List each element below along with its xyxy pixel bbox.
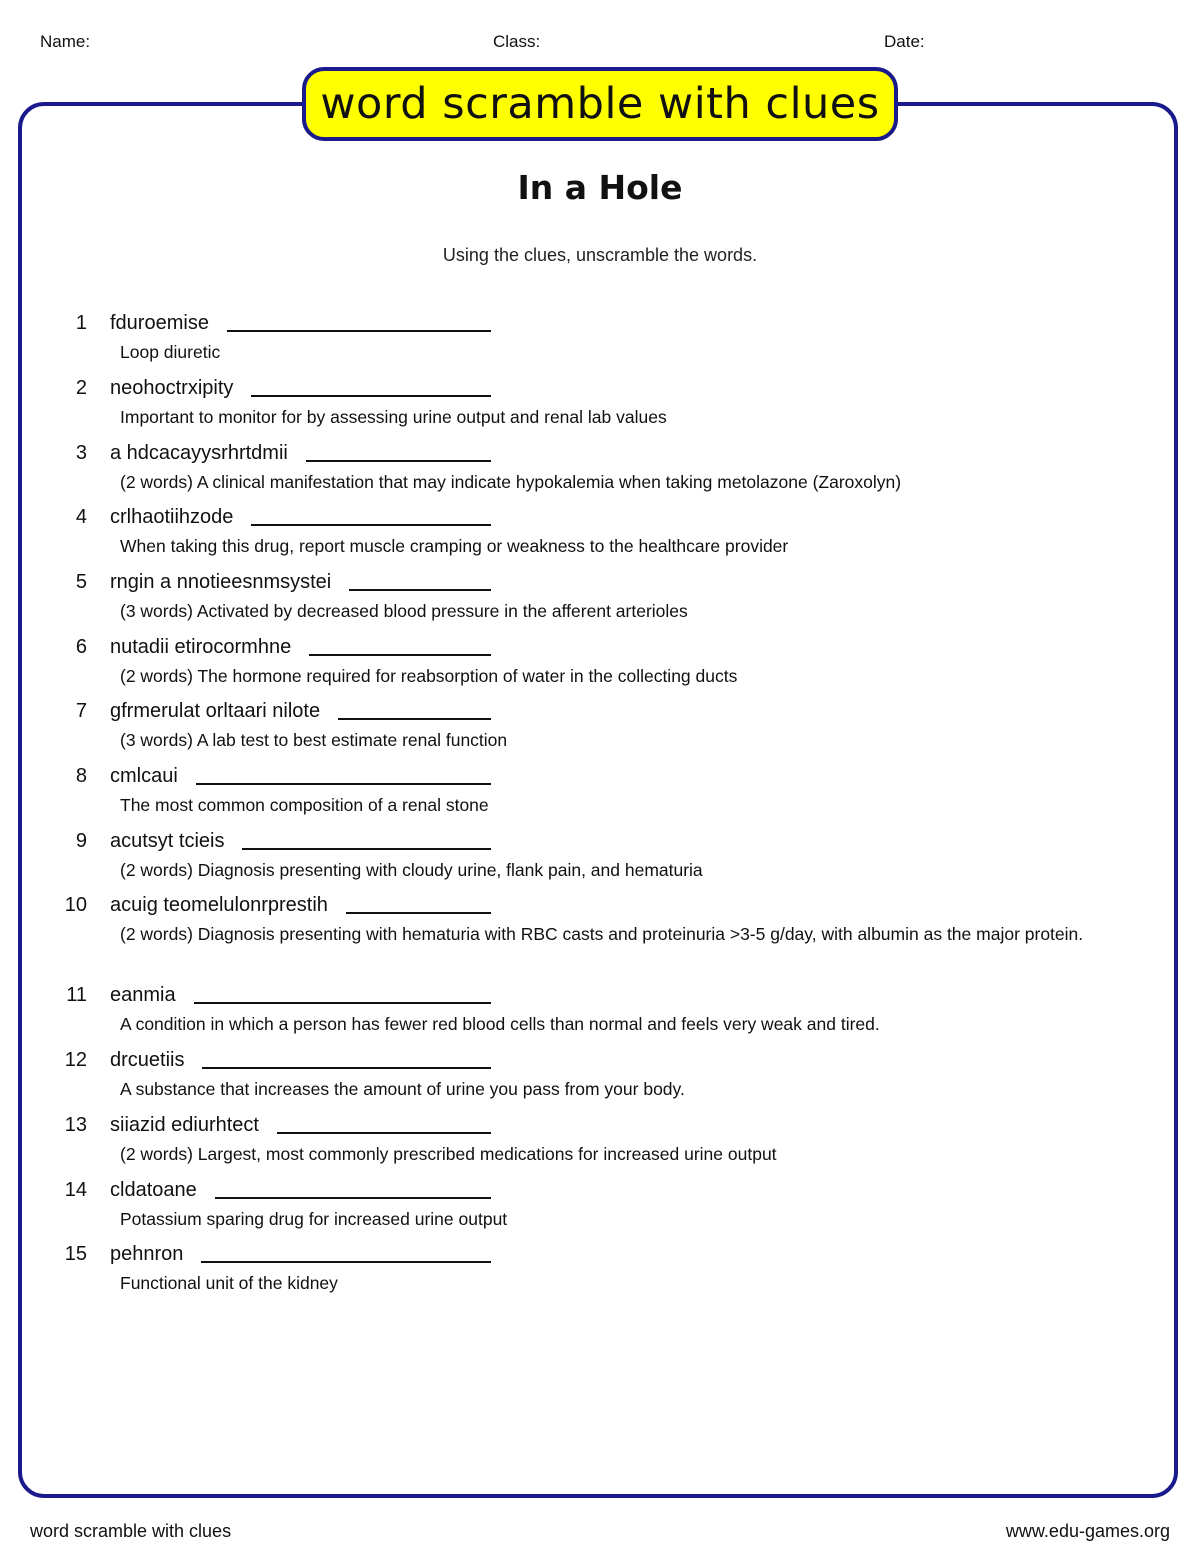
page-title: In a Hole (517, 168, 683, 207)
answer-row (110, 1178, 491, 1202)
footer-title: word scramble with clues (30, 1521, 232, 1541)
answer-blank[interactable] (196, 783, 491, 785)
clue-text: (2 words) Diagnosis presenting with cloudy urine, flank pain, and hematuria (120, 860, 703, 880)
scrambled-word: acutsyt tcieis (110, 830, 225, 852)
item-number: 3 (75, 442, 87, 464)
answer-blank[interactable] (349, 589, 491, 591)
clue-text: Loop diuretic (120, 342, 221, 362)
instructions: Using the clues, unscramble the words. (442, 245, 758, 265)
item-number: 4 (75, 506, 87, 528)
item-number: 14 (64, 1179, 87, 1201)
scrambled-word: acuig teomelulonrprestih (110, 894, 328, 916)
scrambled-word: a hdcacayysrhrtdmii (110, 442, 288, 464)
scrambled-word: rngin a nnotieesnmsystei (110, 571, 332, 593)
item-number: 9 (75, 830, 87, 852)
item-number: 1 (75, 312, 87, 334)
answer-blank[interactable] (306, 460, 491, 462)
scrambled-word: cldatoane (110, 1179, 197, 1201)
item-number: 6 (75, 636, 87, 658)
answer-blank[interactable] (227, 330, 491, 332)
item-number: 11 (66, 984, 87, 1006)
clue-text: A substance that increases the amount of urine you pass from your body. (120, 1079, 685, 1099)
clue-text: (2 words) The hormone required for reabsorption of water in the collecting ducts (120, 666, 738, 686)
item-number: 2 (75, 377, 87, 399)
answer-blank[interactable] (277, 1132, 491, 1134)
clue-text: (3 words) A lab test to best estimate renal function (120, 730, 508, 750)
class-label: Class: (493, 32, 541, 51)
item-number: 13 (64, 1114, 87, 1136)
clue-text: (2 words) A clinical manifestation that may indicate hypokalemia when taking metolazone (Zaroxolyn) (120, 472, 902, 492)
answer-blank[interactable] (251, 395, 491, 397)
item-number: 5 (75, 571, 87, 593)
clue-text: When taking this drug, report muscle cramping or weakness to the healthcare provider (120, 536, 789, 556)
clue-text: A condition in which a person has fewer red blood cells than normal and feels very weak and tired. (120, 1014, 880, 1034)
answer-blank[interactable] (251, 524, 491, 526)
scrambled-word: neohoctrxipity (110, 377, 234, 399)
answer-row (110, 699, 491, 723)
clue-text: The most common composition of a renal stone (120, 795, 489, 815)
date-label: Date: (884, 32, 925, 51)
clue-text: (3 words) Activated by decreased blood pressure in the afferent arterioles (120, 601, 688, 621)
item-number: 8 (75, 765, 87, 787)
answer-blank[interactable] (346, 912, 491, 914)
clue-text: (2 words) Diagnosis presenting with hematuria with RBC casts and proteinuria >3-5 g/day, with albumin as the major protein. (120, 924, 1084, 944)
answer-row (110, 376, 491, 400)
item-number: 10 (64, 894, 87, 916)
item-number: 12 (64, 1049, 87, 1071)
scrambled-word: fduroemise (110, 312, 209, 334)
item-number: 7 (75, 700, 87, 722)
clue-text: Functional unit of the kidney (120, 1273, 338, 1293)
answer-row (110, 1113, 491, 1137)
answer-row (110, 893, 491, 917)
item-number: 15 (64, 1243, 87, 1265)
answer-blank[interactable] (338, 718, 491, 720)
scrambled-word: eanmia (110, 984, 176, 1006)
scrambled-word: drcuetiis (110, 1049, 185, 1071)
answer-row (110, 764, 491, 788)
answer-row (110, 983, 491, 1007)
answer-blank[interactable] (202, 1067, 491, 1069)
scrambled-word: nutadii etirocormhne (110, 636, 292, 658)
answer-blank[interactable] (215, 1197, 491, 1199)
worksheet-banner: word scramble with clues (302, 67, 898, 141)
footer-website: www.edu-games.org (1005, 1521, 1170, 1541)
clue-text: Important to monitor for by assessing urine output and renal lab values (120, 407, 667, 427)
answer-row (110, 635, 491, 659)
clue-text: Potassium sparing drug for increased urine output (120, 1209, 508, 1229)
answer-blank[interactable] (201, 1261, 491, 1263)
answer-row (110, 505, 491, 529)
scrambled-word: gfrmerulat orltaari nilote (110, 700, 321, 722)
answer-row (110, 1048, 491, 1072)
scrambled-word: crlhaotiihzode (110, 506, 234, 528)
answer-row (110, 829, 491, 853)
answer-blank[interactable] (309, 654, 491, 656)
answer-row (110, 311, 491, 335)
answer-blank[interactable] (242, 848, 491, 850)
answer-blank[interactable] (194, 1002, 491, 1004)
scrambled-word: cmlcaui (110, 765, 178, 787)
clue-text: (2 words) Largest, most commonly prescribed medications for increased urine output (120, 1144, 777, 1164)
answer-row (110, 441, 491, 465)
answer-row (110, 1242, 491, 1266)
answer-row (110, 570, 491, 594)
name-label: Name: (40, 32, 91, 51)
scrambled-word: siiazid ediurhtect (110, 1114, 259, 1136)
scrambled-word: pehnron (110, 1243, 184, 1265)
